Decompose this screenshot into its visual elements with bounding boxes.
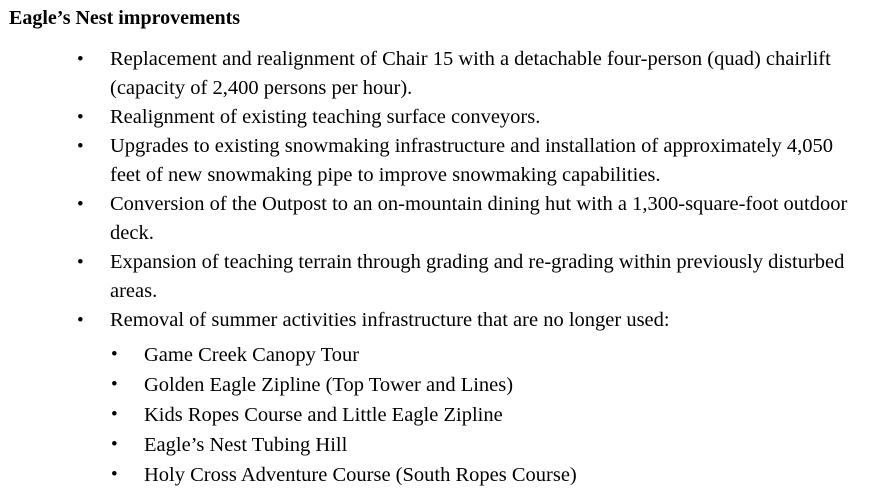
list-item: [0, 103, 873, 132]
bullet-icon: •: [77, 49, 84, 70]
list-item-text: Upgrades to existing snowmaking infrastructure and installation of approximately 4,050 feet of new snowmaking pipe to improve snowmaking capabilities.: [110, 135, 834, 186]
bullet-icon: •: [77, 194, 84, 215]
list-item: [0, 132, 873, 190]
sub-list-item: [0, 370, 873, 400]
bullet-icon: •: [111, 434, 118, 455]
list-item-text: Conversion of the Outpost to an on-mountain dining hut with a 1,300-square-foot outdoor deck.: [110, 193, 848, 244]
bullet-icon: •: [77, 252, 84, 273]
sub-list-item-text: Holy Cross Adventure Course (South Ropes Course): [144, 464, 577, 486]
bullet-icon: •: [77, 136, 84, 157]
sub-list-item-text: Eagle’s Nest Tubing Hill: [144, 434, 348, 456]
bullet-icon: •: [111, 464, 118, 485]
improvements-list: [0, 45, 873, 335]
list-item-text: Expansion of teaching terrain through grading and re-grading within previously disturbed areas.: [110, 251, 845, 302]
bullet-icon: •: [111, 404, 118, 425]
bullet-icon: •: [111, 344, 118, 365]
sub-list-item: [0, 430, 873, 460]
bullet-icon: •: [111, 374, 118, 395]
list-item: [0, 248, 873, 306]
sub-list-item-text: Kids Ropes Course and Little Eagle Zipline: [144, 404, 503, 426]
list-item-text: Removal of summer activities infrastructure that are no longer used:: [110, 309, 670, 331]
list-item: [0, 306, 873, 335]
sub-list-item-text: Game Creek Canopy Tour: [144, 344, 360, 366]
list-item-text: Realignment of existing teaching surface conveyors.: [110, 106, 541, 128]
sub-list-item: [0, 460, 873, 490]
section-heading: Eagle’s Nest improvements: [9, 7, 241, 29]
list-item-text: Replacement and realignment of Chair 15 with a detachable four-person (quad) chairlift (capacity of 2,400 persons per hour).: [110, 48, 831, 99]
list-item: [0, 45, 873, 103]
removal-sub-list: [0, 340, 873, 490]
sub-list-item: [0, 340, 873, 370]
sub-list-item-text: Golden Eagle Zipline (Top Tower and Lines): [144, 374, 514, 396]
sub-list-item: [0, 400, 873, 430]
list-item: [0, 190, 873, 248]
bullet-icon: •: [77, 107, 84, 128]
bullet-icon: •: [77, 310, 84, 331]
